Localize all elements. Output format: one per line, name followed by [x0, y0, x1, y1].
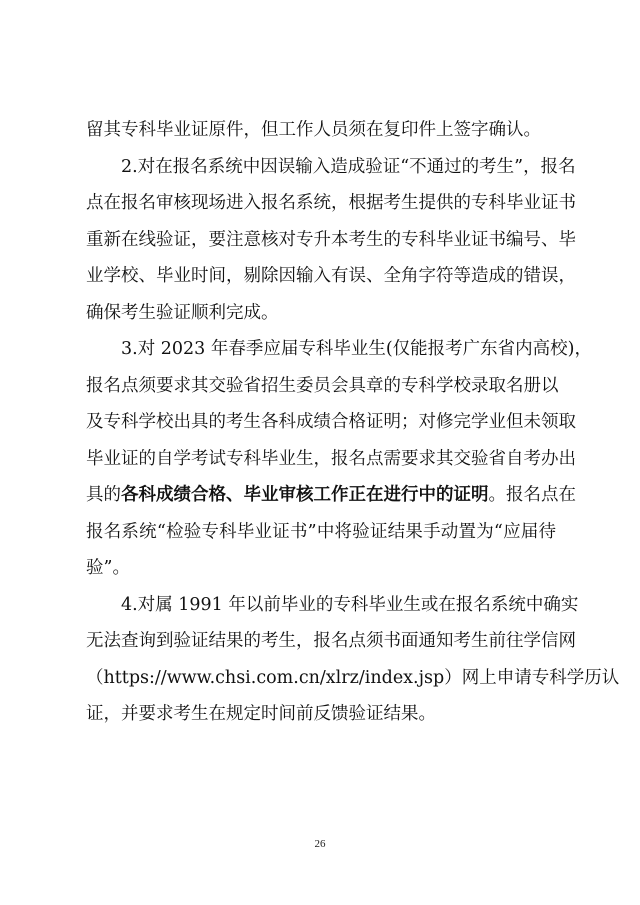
paragraph-item-3	[86, 331, 593, 587]
text-line-with-bold	[86, 477, 576, 514]
text-line: 及专科学校出具的考生各科成绩合格证明；对修完学业但未领取	[86, 412, 576, 432]
text-line: 证，并要求考生在规定时间前反馈验证结果。	[86, 704, 436, 724]
text-line: 3.对 2023 年春季应届专科毕业生(仅能报考广东省内高校)，	[121, 339, 593, 359]
text-line: 报名系统“检验专科毕业证书”中将验证结果手动置为“应届待	[86, 521, 556, 542]
document-body	[86, 112, 620, 733]
text-line: 报名点须要求其交验省招生委员会具章的专科学校录取名册以	[86, 375, 559, 396]
text-line-with-url: （https://www.chsi.com.cn/xlrz/index.jsp）网上申请专科学历认	[86, 667, 620, 688]
page-number: 26	[314, 838, 326, 850]
text-segment: 。报名点在	[488, 485, 576, 505]
text-line: 4.对属 1991 年以前毕业的专科毕业生或在报名系统中确实	[121, 594, 579, 615]
text-line: 留其专科毕业证原件，但工作人员须在复印件上签字确认。	[86, 120, 541, 140]
text-line: 无法查询到验证结果的考生，报名点须书面通知考生前往学信网	[86, 631, 576, 651]
text-line: 毕业证的自学考试专科毕业生，报名点需要求其交验省自考办出	[86, 448, 576, 469]
text-line: 重新在线验证，要注意核对专升本考生的专科毕业证书编号、毕	[86, 229, 576, 250]
paragraph-item-4	[86, 587, 620, 733]
bold-emphasis-text: 各科成绩合格、毕业审核工作正在进行中的证明	[121, 485, 489, 505]
text-line: 点在报名审核现场进入报名系统，根据考生提供的专科毕业证书	[86, 193, 576, 213]
text-segment: 具的	[86, 485, 121, 505]
paragraph-continuation	[86, 112, 556, 149]
text-line: 验”。	[86, 558, 130, 578]
paragraph-item-2	[86, 149, 576, 332]
text-line: 2.对在报名系统中因误输入造成验证“不通过的考生”，报名	[121, 156, 576, 177]
text-line: 业学校、毕业时间，剔除因输入有误、全角字符等造成的错误，	[86, 266, 576, 286]
text-line: 确保考生验证顺利完成。	[86, 302, 279, 323]
